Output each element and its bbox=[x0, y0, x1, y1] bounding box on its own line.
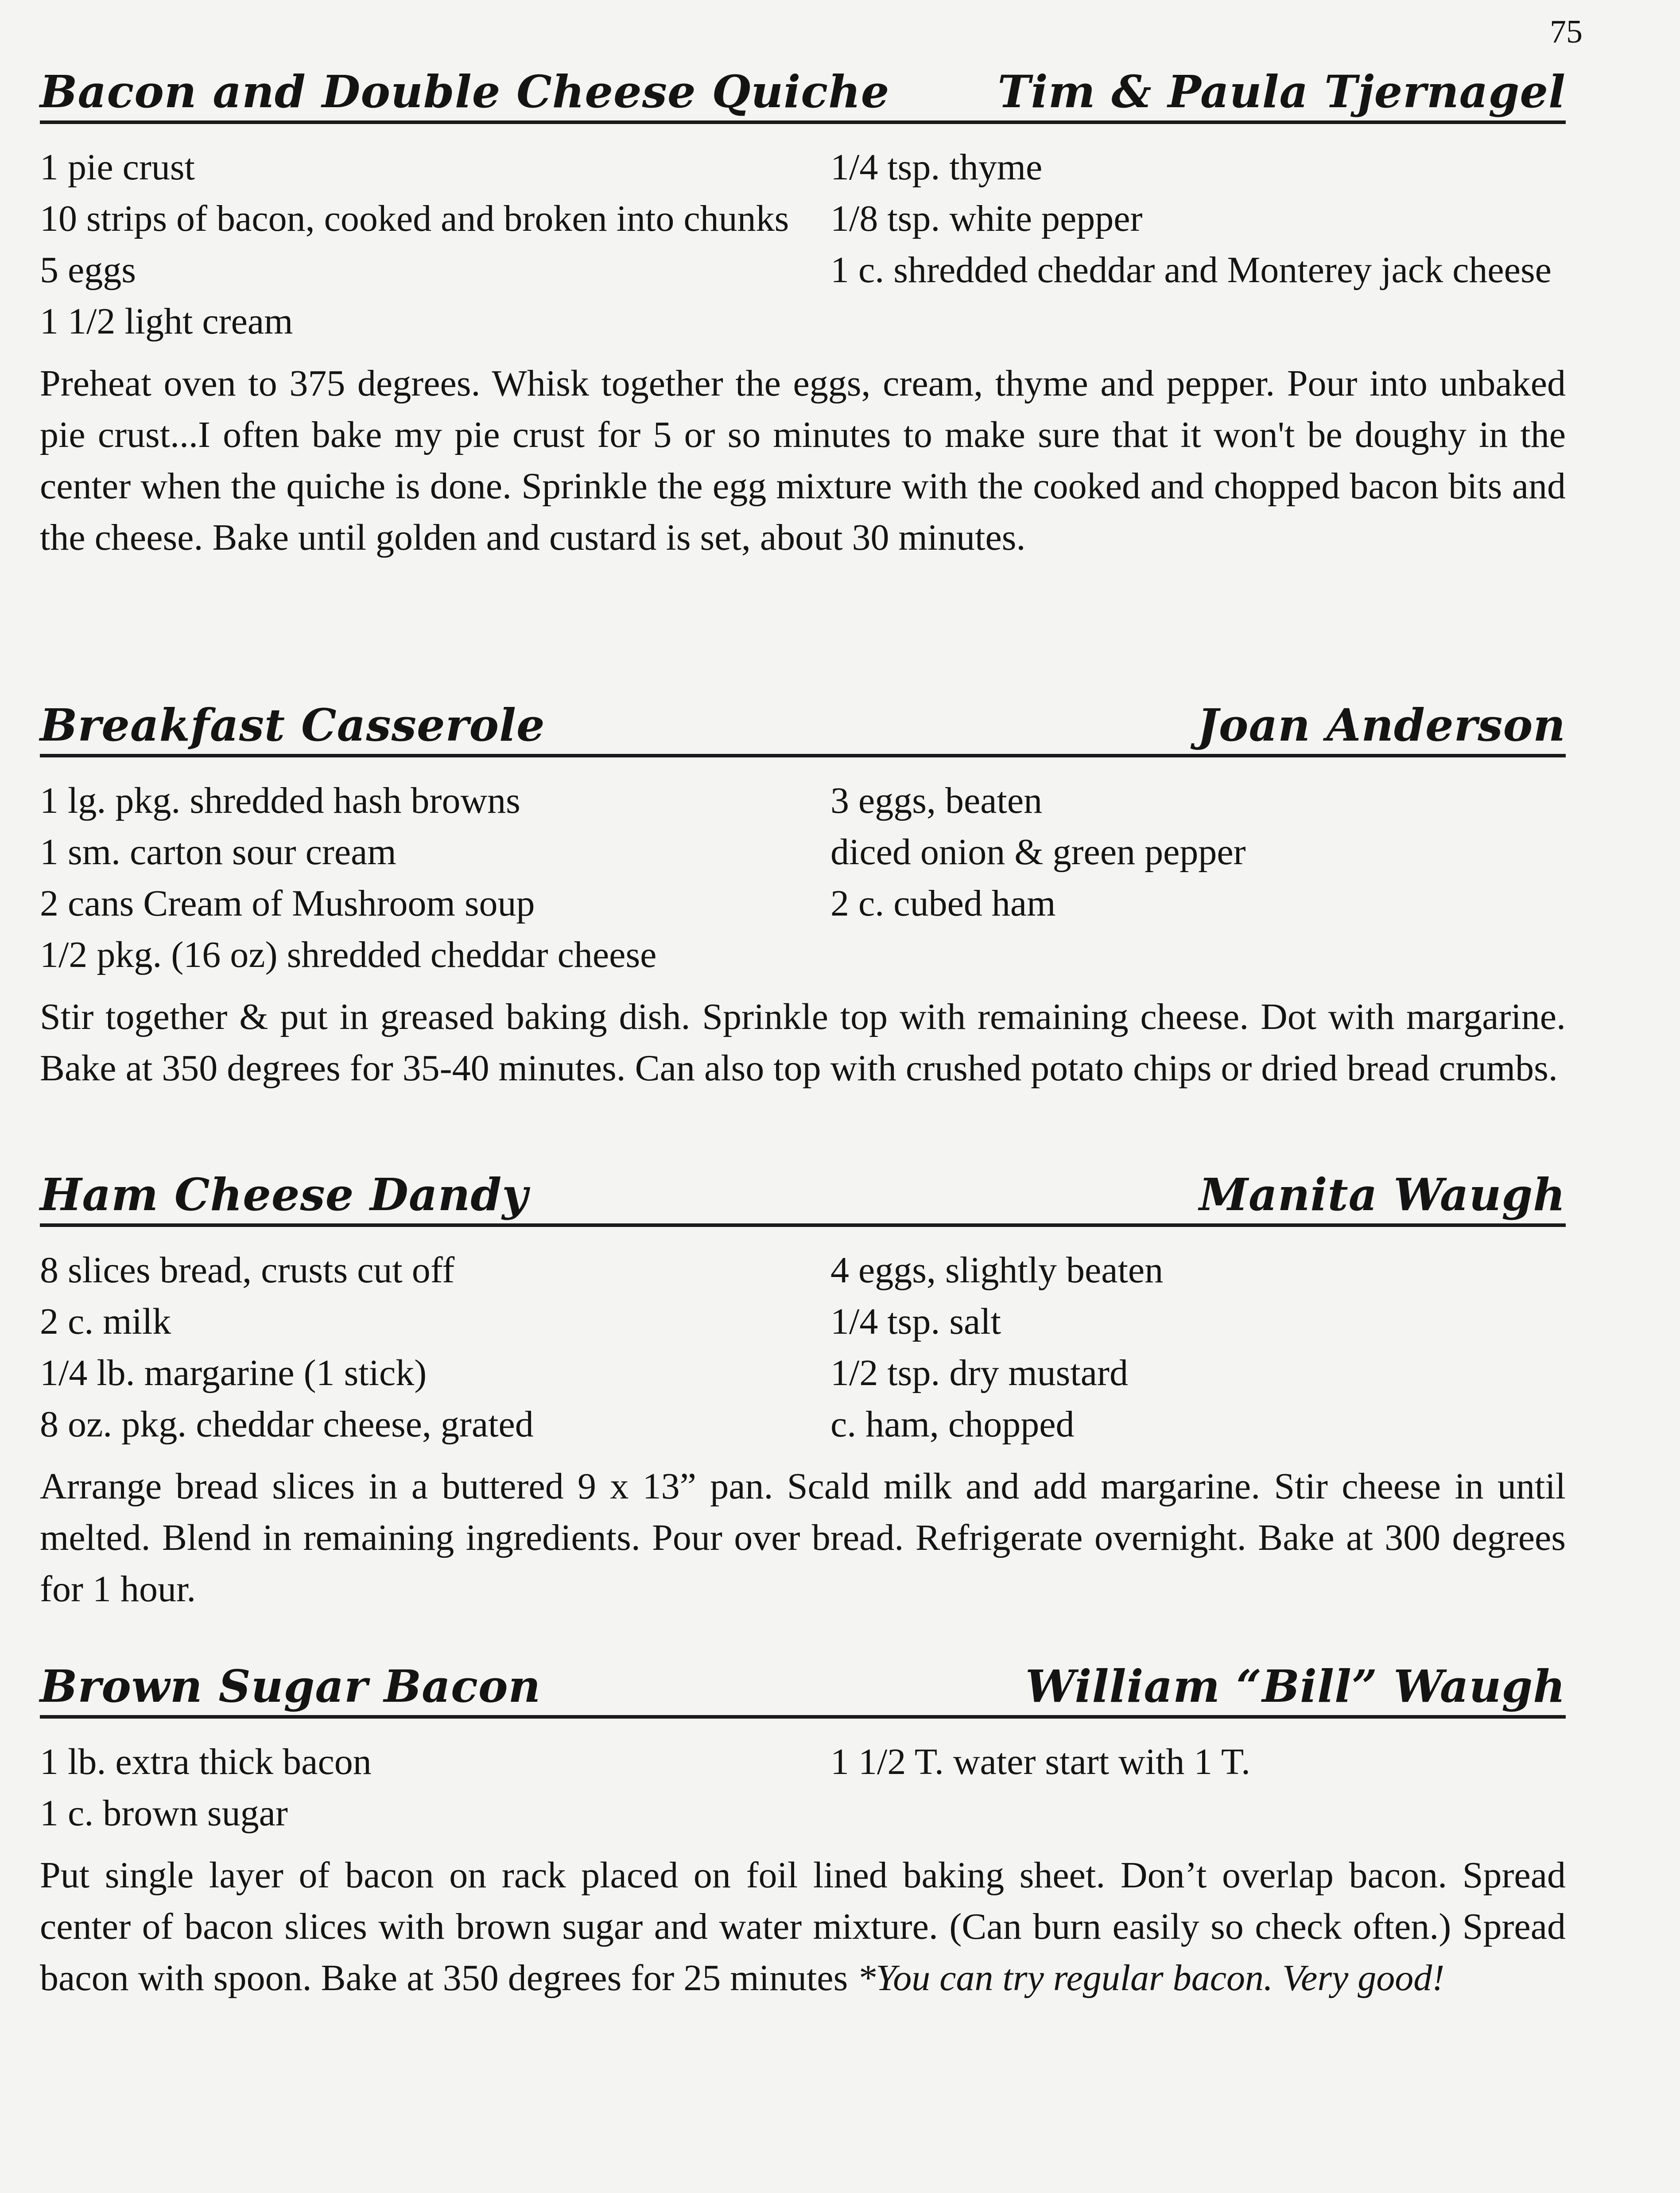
ingredient-item: 1 sm. carton sour cream bbox=[40, 831, 396, 873]
ingredient-item: 1/8 tsp. white pepper bbox=[830, 198, 1143, 239]
recipe-title: Brown Sugar Bacon bbox=[40, 1660, 541, 1712]
recipe-header bbox=[40, 1661, 1566, 1719]
ingredient-item: 1/2 pkg. (16 oz) shredded cheddar cheese bbox=[40, 934, 657, 975]
ingredient-column-left bbox=[40, 142, 830, 347]
ingredient-list bbox=[40, 1736, 1566, 1839]
recipe-author: Tim & Paula Tjernagel bbox=[997, 66, 1566, 118]
recipe-ham-cheese-dandy bbox=[40, 1169, 1566, 1652]
ingredient-item: 1 1/2 T. water start with 1 T. bbox=[830, 1741, 1250, 1782]
recipe-author: William “Bill” Waugh bbox=[1025, 1660, 1566, 1712]
ingredient-item: 1 c. shredded cheddar and Monterey jack cheese bbox=[830, 249, 1552, 291]
ingredient-item: 1 lg. pkg. shredded hash browns bbox=[40, 780, 520, 821]
ingredient-item: 4 eggs, slightly beaten bbox=[830, 1250, 1164, 1291]
recipe-instructions: Preheat oven to 375 degrees. Whisk together the eggs, cream, thyme and pepper. Pour into unbaked pie crust...I often bake my pie crust for 5 or so minutes to make sure that it won't be doughy in the center when the quiche is done. Sprinkle the egg mixture with the cooked and chopped bacon bits and the cheese. Bake until golden and custard is set, about 30 minutes. bbox=[40, 363, 1566, 558]
ingredient-item: 1 pie crust bbox=[40, 147, 195, 188]
recipe-note: *You can try regular bacon. Very good! bbox=[857, 1957, 1445, 1999]
ingredient-item: 1/4 tsp. thyme bbox=[830, 147, 1043, 188]
recipe-bacon-double-cheese-quiche bbox=[40, 66, 1566, 601]
recipe-breakfast-casserole bbox=[40, 700, 1566, 1131]
ingredient-item: c. ham, chopped bbox=[830, 1404, 1075, 1445]
ingredient-item: 1/2 tsp. dry mustard bbox=[830, 1352, 1128, 1393]
recipe-title: Ham Cheese Dandy bbox=[40, 1168, 528, 1221]
recipe-header bbox=[40, 1169, 1566, 1227]
ingredient-column-right bbox=[830, 775, 1566, 981]
ingredient-item: 3 eggs, beaten bbox=[830, 780, 1043, 821]
ingredient-item: 2 c. cubed ham bbox=[830, 883, 1056, 924]
ingredient-column-right bbox=[830, 1245, 1566, 1450]
ingredient-item: 8 oz. pkg. cheddar cheese, grated bbox=[40, 1404, 534, 1445]
recipe-author: Manita Waugh bbox=[1199, 1168, 1566, 1221]
recipe-brown-sugar-bacon bbox=[40, 1661, 1566, 2041]
ingredient-column-right bbox=[830, 1736, 1566, 1839]
ingredient-column-left bbox=[40, 1245, 830, 1450]
recipe-title: Breakfast Casserole bbox=[40, 699, 545, 751]
page-number: 75 bbox=[1550, 14, 1583, 50]
recipe-header bbox=[40, 700, 1566, 757]
ingredient-column-left bbox=[40, 775, 830, 981]
ingredient-item: 1/4 tsp. salt bbox=[830, 1301, 1001, 1342]
ingredient-column-right bbox=[830, 142, 1566, 347]
ingredient-column-left bbox=[40, 1736, 830, 1839]
ingredient-item: 10 strips of bacon, cooked and broken into chunks bbox=[40, 198, 789, 239]
recipe-title: Bacon and Double Cheese Quiche bbox=[40, 66, 890, 118]
recipe-header bbox=[40, 66, 1566, 124]
ingredient-list bbox=[40, 1245, 1566, 1450]
ingredient-item: 8 slices bread, crusts cut off bbox=[40, 1250, 455, 1291]
recipe-instructions bbox=[40, 1850, 1566, 2004]
instructions-text: Put single layer of bacon on rack placed on foil lined baking sheet. Don’t overlap bacon. Spread center of bacon slices with brown sugar and water mixture. (Can burn easily so check often.) Spread bacon with spoon. Bake at 350 degrees for 25 minutes bbox=[40, 1855, 1566, 1999]
recipe-author: Joan Anderson bbox=[1197, 699, 1566, 751]
ingredient-item: 1 1/2 light cream bbox=[40, 301, 293, 342]
ingredient-list bbox=[40, 142, 1566, 347]
ingredient-item: 1/4 lb. margarine (1 stick) bbox=[40, 1352, 427, 1393]
ingredient-item: 5 eggs bbox=[40, 249, 136, 291]
ingredient-item: diced onion & green pepper bbox=[830, 831, 1246, 873]
recipe-instructions: Stir together & put in greased baking dish. Sprinkle top with remaining cheese. Dot with margarine. Bake at 350 degrees for 35-40 minutes. Can also top with crushed potato chips or dried bread crumbs. bbox=[40, 996, 1566, 1089]
ingredient-list bbox=[40, 775, 1566, 981]
ingredient-item: 1 c. brown sugar bbox=[40, 1793, 288, 1834]
ingredient-item: 1 lb. extra thick bacon bbox=[40, 1741, 372, 1782]
recipe-instructions: Arrange bread slices in a buttered 9 x 13” pan. Scald milk and add margarine. Stir cheese in until melted. Blend in remaining ingredients. Pour over bread. Refrigerate overnight. Bake at 300 degrees for 1 hour. bbox=[40, 1466, 1566, 1610]
ingredient-item: 2 c. milk bbox=[40, 1301, 171, 1342]
ingredient-item: 2 cans Cream of Mushroom soup bbox=[40, 883, 535, 924]
